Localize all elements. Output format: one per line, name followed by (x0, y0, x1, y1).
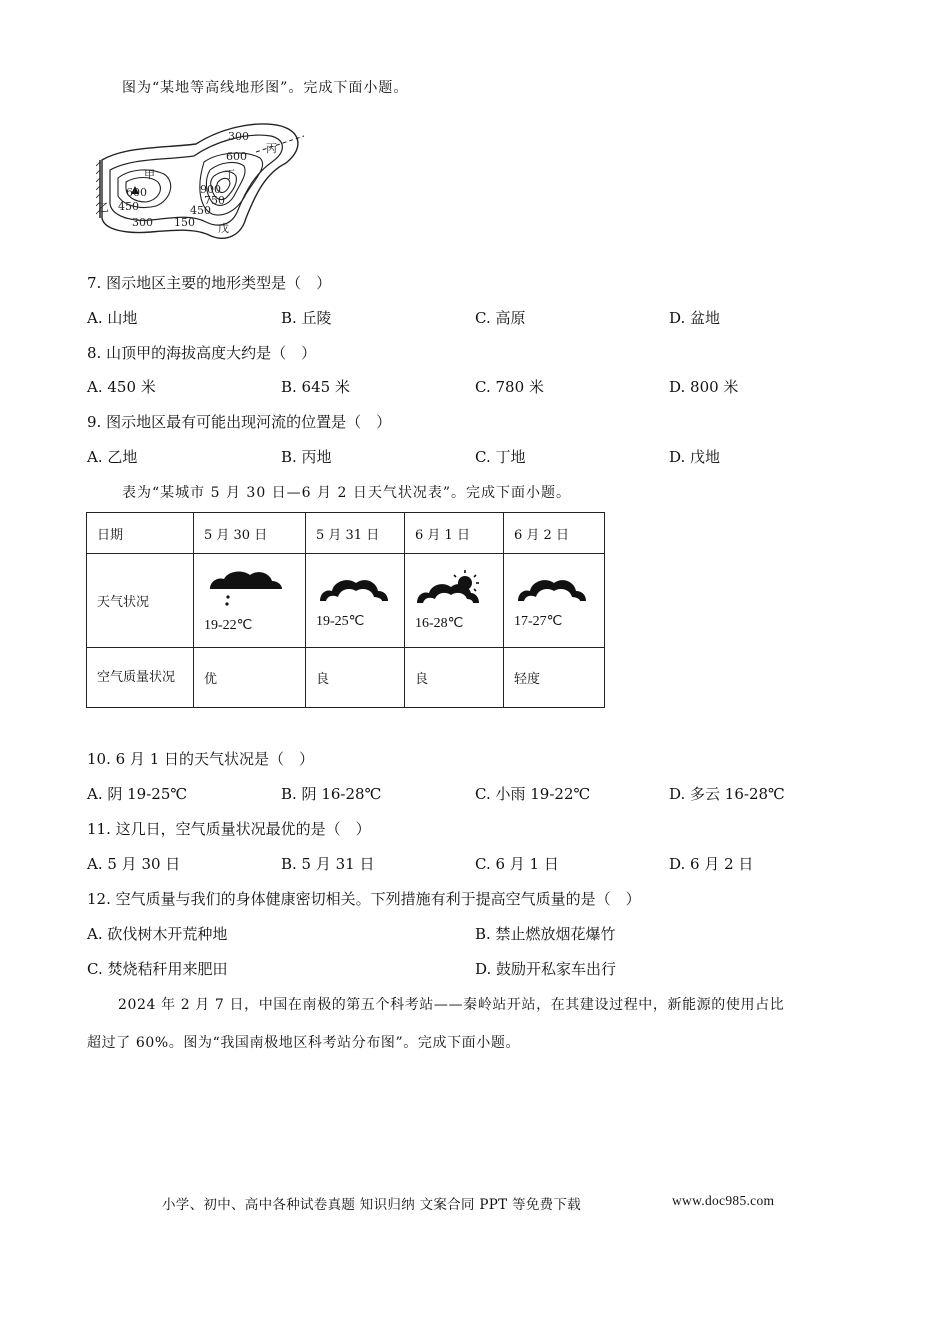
map-label-750: 750 (204, 194, 225, 207)
q10-option-b: B. 阴 16-28℃ (281, 785, 382, 803)
q7-option-a: A. 山地 (87, 309, 138, 327)
map-label-ding: 丁 (224, 168, 235, 181)
q7-option-b: B. 丘陵 (281, 309, 332, 327)
intro-antarctic-paragraph-line1: 2024 年 2 月 7 日，中国在南极的第五个科考站——秦岭站开站，在其建设过程中，新能源的使用占比 (118, 997, 785, 1013)
q8-option-d: D. 800 米 (669, 378, 739, 396)
map-label-600b: 600 (126, 186, 147, 199)
q9-option-d: D. 戊地 (669, 448, 721, 466)
air-cell-may30: 优 (194, 648, 306, 708)
question-8-stem: 8. 山顶甲的海拔高度大约是（ ） (87, 344, 317, 362)
q9-option-b: B. 丙地 (281, 448, 332, 466)
header-cell-jun2: 6 月 2 日 (504, 513, 605, 554)
q11-option-a: A. 5 月 30 日 (87, 855, 181, 873)
header-cell-may30: 5 月 30 日 (194, 513, 306, 554)
footer-website-link[interactable]: www.doc985.com (672, 1193, 775, 1208)
map-label-bing: 丙 (266, 142, 277, 155)
map-label-450b: 450 (190, 204, 211, 217)
temp-may30: 19-22℃ (204, 618, 253, 633)
air-cell-may31: 良 (306, 648, 405, 708)
temp-jun2: 17-27℃ (514, 614, 563, 629)
weather-table-header-row (87, 513, 605, 554)
map-label-300b: 300 (132, 216, 153, 229)
temp-jun1: 16-28℃ (415, 616, 464, 631)
q7-option-d: D. 盆地 (669, 309, 721, 327)
overcast-icon (514, 571, 588, 605)
temp-may31: 19-25℃ (316, 614, 365, 629)
q9-option-c: C. 丁地 (475, 448, 526, 466)
weather-cell-jun2 (504, 554, 605, 648)
map-label-600a: 600 (226, 150, 247, 163)
weather-table-air-row (87, 648, 605, 708)
air-row-label: 空气质量状况 (87, 648, 194, 708)
q10-option-c: C. 小雨 19-22℃ (475, 785, 591, 803)
q12-option-a: A. 砍伐树木开荒种地 (87, 925, 228, 943)
q12-option-d: D. 鼓励开私家车出行 (475, 960, 617, 978)
map-label-450a: 450 (118, 200, 139, 213)
weather-table-weather-row (87, 554, 605, 648)
air-cell-jun1: 良 (405, 648, 504, 708)
q11-option-c: C. 6 月 1 日 (475, 855, 559, 873)
q8-option-b: B. 645 米 (281, 378, 350, 396)
q9-option-a: A. 乙地 (87, 448, 138, 466)
header-cell-may31: 5 月 31 日 (306, 513, 405, 554)
weather-row-label: 天气状况 (87, 554, 194, 648)
air-cell-jun2: 轻度 (504, 648, 605, 708)
q10-option-a: A. 阴 19-25℃ (87, 785, 188, 803)
intro-antarctic-paragraph-line2: 超过了 60%。图为“我国南极地区科考站分布图”。完成下面小题。 (87, 1035, 521, 1051)
q8-option-a: A. 450 米 (87, 378, 156, 396)
q11-option-b: B. 5 月 31 日 (281, 855, 375, 873)
q8-option-c: C. 780 米 (475, 378, 544, 396)
question-7-stem: 7. 图示地区主要的地形类型是（ ） (87, 274, 332, 292)
contour-map-figure (96, 118, 306, 244)
q12-option-b: B. 禁止燃放烟花爆竹 (475, 925, 616, 943)
weather-table (86, 512, 605, 708)
map-label-300a: 300 (228, 130, 249, 143)
footer-text: 小学、初中、高中各种试卷真题 知识归纳 文案合同 PPT 等免费下载 (162, 1197, 582, 1213)
q10-option-d: D. 多云 16-28℃ (669, 785, 785, 803)
map-label-150: 150 (174, 216, 195, 229)
weather-cell-may31 (306, 554, 405, 648)
overcast-rain-icon (204, 567, 284, 609)
overcast-icon (316, 571, 390, 605)
partly-cloudy-icon (415, 569, 489, 607)
question-11-stem: 11. 这几日，空气质量状况最优的是（ ） (87, 820, 371, 838)
header-cell-jun1: 6 月 1 日 (405, 513, 504, 554)
header-cell-date: 日期 (87, 513, 194, 554)
map-label-yi: 乙 (98, 201, 109, 214)
q11-option-d: D. 6 月 2 日 (669, 855, 754, 873)
weather-cell-jun1 (405, 554, 504, 648)
map-label-jia: 甲 (144, 168, 155, 181)
question-9-stem: 9. 图示地区最有可能出现河流的位置是（ ） (87, 413, 392, 431)
question-10-stem: 10. 6 月 1 日的天气状况是（ ） (87, 750, 315, 768)
weather-cell-may30 (194, 554, 306, 648)
map-label-wu: 戊 (218, 222, 229, 235)
intro-weather-table: 表为“某城市 5 月 30 日—6 月 2 日天气状况表”。完成下面小题。 (122, 485, 572, 501)
map-label-900: 900 (200, 183, 221, 196)
question-12-stem: 12. 空气质量与我们的身体健康密切相关。下列措施有利于提高空气质量的是（ ） (87, 890, 641, 908)
intro-contour-map: 图为“某地等高线地形图”。完成下面小题。 (122, 80, 409, 96)
q7-option-c: C. 高原 (475, 309, 526, 327)
q12-option-c: C. 焚烧秸秆用来肥田 (87, 960, 228, 978)
